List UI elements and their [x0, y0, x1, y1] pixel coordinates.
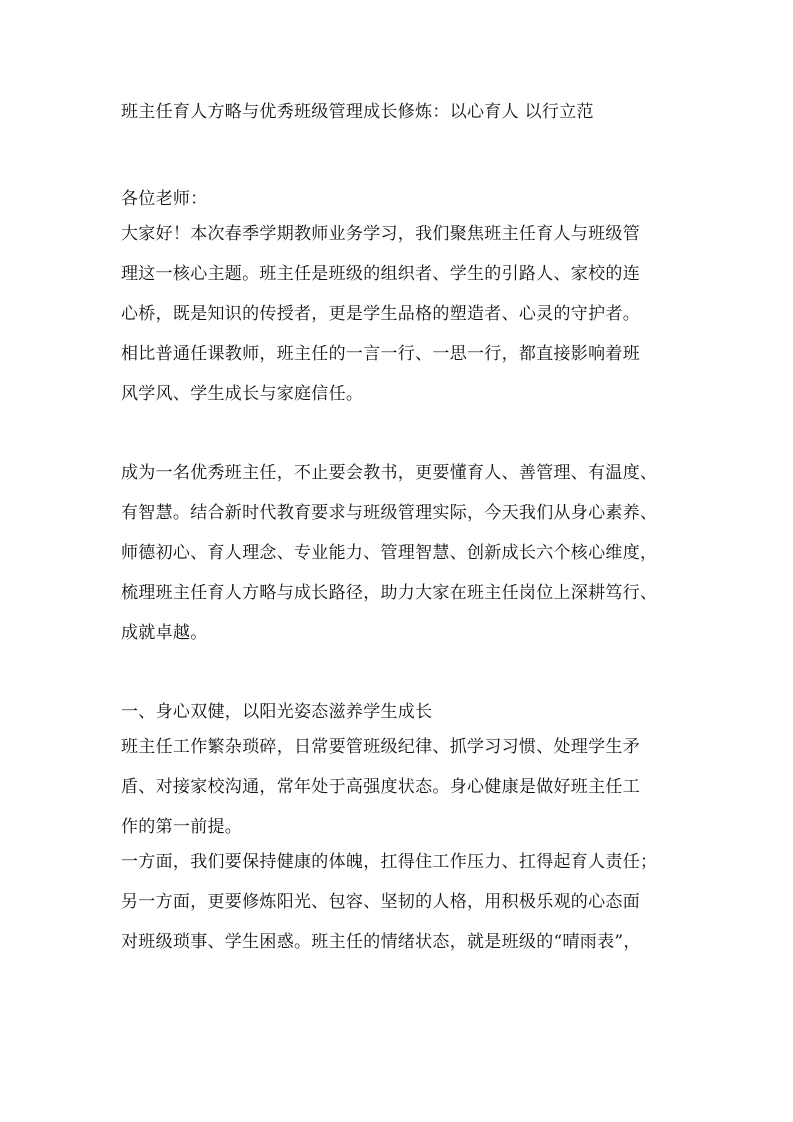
section-1-paragraph-2 [121, 852, 686, 953]
intro-line: 心桥，既是知识的传授者，更是学生品格的塑造者、心灵的守护者。 [121, 304, 640, 324]
overview-line: 师德初心、育人理念、专业能力、管理智慧、创新成长六个核心维度， [121, 543, 658, 563]
overview-line: 有智慧。结合新时代教育要求与班级管理实际，今天我们从身心素养、 [121, 503, 658, 523]
paragraph-line: 另一方面，更要修炼阳光、包容、坚韧的人格，用积极乐观的心态面 [121, 892, 640, 912]
paragraph-line: 对班级琐事、学生困惑。班主任的情绪状态，就是班级的“晴雨表”， [121, 932, 641, 952]
intro-line: 风学风、学生成长与家庭信任。 [121, 384, 364, 404]
section-heading: 一、身心双健，以阳光姿态滋养学生成长 [121, 702, 433, 722]
intro-line: 大家好！本次春季学期教师业务学习，我们聚焦班主任育人与班级管 [121, 224, 640, 244]
section-1 [121, 702, 686, 953]
overview-line: 成就卓越。 [121, 623, 208, 643]
paragraph-line: 班主任工作繁杂琐碎，日常要管班级纪律、抓学习习惯、处理学生矛 [121, 737, 640, 757]
overview-line: 成为一名优秀班主任，不止要会教书，更要懂育人、善管理、有温度、 [121, 463, 658, 483]
document-body [121, 102, 686, 953]
intro-paragraph [121, 224, 686, 405]
paragraph-line: 盾、对接家校沟通，常年处于高强度状态。身心健康是做好班主任工 [121, 777, 640, 797]
intro-line: 相比普通任课教师，班主任的一言一行、一思一行，都直接影响着班 [121, 344, 640, 364]
overview-line: 梳理班主任育人方略与成长路径，助力大家在班主任岗位上深耕笃行、 [121, 583, 658, 603]
document-title: 班主任育人方略与优秀班级管理成长修炼：以心育人 以行立范 [121, 102, 594, 122]
overview-paragraph [121, 463, 686, 644]
section-1-paragraph-1 [121, 737, 686, 838]
paragraph-line: 一方面，我们要保持健康的体魄，扛得住工作压力、扛得起育人责任； [121, 852, 658, 872]
intro-line: 理这一核心主题。班主任是班级的组织者、学生的引路人、家校的连 [121, 264, 640, 284]
greeting: 各位老师： [121, 189, 208, 209]
paragraph-line: 作的第一前提。 [121, 817, 243, 837]
